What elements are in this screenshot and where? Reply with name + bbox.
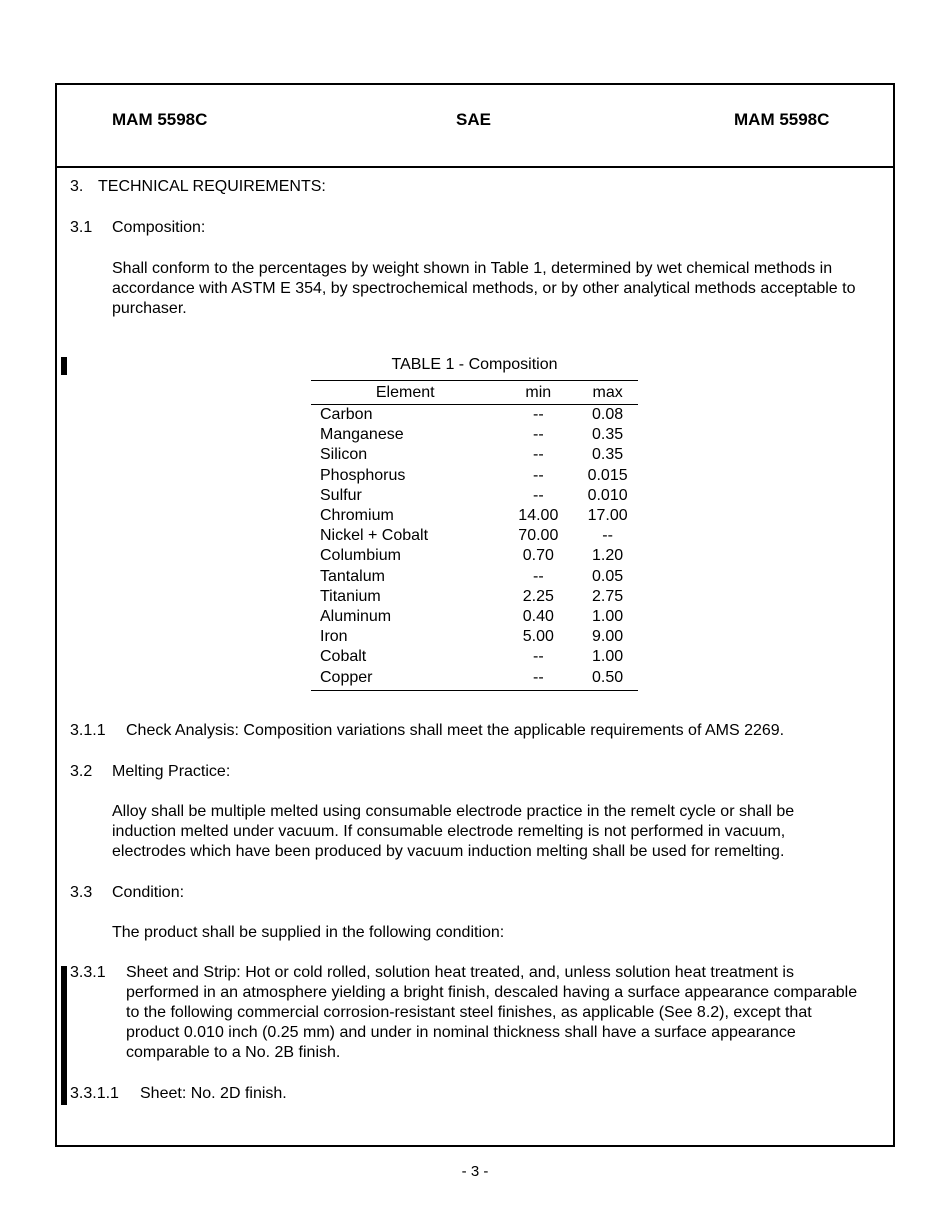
min-cell: --: [532, 406, 544, 424]
min-cell: --: [532, 648, 544, 666]
min-cell: 0.40: [522, 607, 554, 625]
table-row: [311, 425, 638, 445]
element-cell: Copper: [311, 667, 499, 690]
section-3-number: 3.: [70, 178, 84, 195]
table-row: [311, 405, 638, 426]
header-doc-id-right: MAM 5598C: [734, 110, 830, 129]
element-cell: Chromium: [320, 507, 394, 525]
change-bar: [61, 357, 67, 375]
min-cell: --: [532, 426, 544, 444]
max-cell: 0.08: [592, 406, 624, 424]
change-bar: [61, 966, 67, 1105]
table-row: [311, 667, 638, 690]
section-3-1-title: Composition:: [112, 219, 206, 236]
column-header-max: max: [577, 381, 638, 405]
element-cell: Cobalt: [320, 648, 367, 666]
max-cell: --: [602, 527, 613, 545]
element-cell: Phosphorus: [320, 466, 406, 484]
element-cell: Manganese: [320, 426, 404, 444]
header-divider: [55, 166, 895, 168]
table-row: [311, 466, 638, 486]
min-cell: --: [532, 446, 544, 464]
column-header-element: Element: [311, 381, 499, 405]
composition-table: [311, 380, 638, 691]
table-row: [311, 567, 638, 587]
section-3-1-number: 3.1: [70, 219, 93, 236]
table-row: [311, 486, 638, 506]
section-3-1-1-body: Check Analysis: Composition variations shall meet the applicable requirements of AMS 2269.: [126, 722, 785, 739]
section-3-2-title: Melting Practice:: [112, 763, 231, 780]
max-cell: 0.05: [592, 567, 624, 585]
max-cell: 0.35: [592, 426, 624, 444]
element-cell: Columbium: [320, 547, 401, 565]
min-cell: 0.70: [522, 547, 554, 565]
section-3-3-number: 3.3: [70, 884, 93, 901]
max-cell: 1.00: [592, 607, 624, 625]
table-row: [311, 587, 638, 607]
section-3-3-body: The product shall be supplied in the following condition:: [112, 924, 505, 941]
element-cell: Sulfur: [320, 486, 362, 504]
min-cell: --: [532, 466, 544, 484]
max-cell: 0.015: [587, 466, 628, 484]
section-3-2-body: Alloy shall be multiple melted using consumable electrode practice in the remelt cycle or shall be induction melted under vacuum. If consumable electrode remelting is not performed in vacuum, electrodes which have been produced by vacuum induction melting shall be used for remelting.: [112, 803, 795, 860]
max-cell: 1.20: [592, 547, 624, 565]
min-cell: --: [499, 667, 577, 690]
min-cell: 70.00: [518, 527, 559, 545]
table-row: [311, 546, 638, 566]
section-3-3-1-1-body: Sheet: No. 2D finish.: [140, 1085, 287, 1102]
element-cell: Tantalum: [320, 567, 385, 585]
min-cell: 2.25: [522, 587, 554, 605]
table-row: [311, 647, 638, 667]
min-cell: 5.00: [522, 628, 554, 646]
max-cell: 9.00: [592, 628, 624, 646]
max-cell: 1.00: [592, 648, 624, 666]
page-number: - 3 -: [461, 1163, 489, 1180]
min-cell: --: [532, 486, 544, 504]
min-cell: --: [532, 567, 544, 585]
column-header-min: min: [499, 381, 577, 405]
element-cell: Aluminum: [320, 607, 392, 625]
header-doc-id-left: MAM 5598C: [112, 110, 208, 129]
section-3-3-title: Condition:: [112, 884, 185, 901]
table-title: TABLE 1 - Composition: [391, 356, 558, 373]
table-header-row: [311, 381, 638, 405]
max-cell: 0.50: [577, 667, 638, 690]
max-cell: 0.35: [592, 446, 624, 464]
header-org: SAE: [456, 110, 491, 129]
element-cell: Nickel + Cobalt: [320, 527, 429, 545]
table-row: [311, 607, 638, 627]
section-3-3-1-body: Sheet and Strip: Hot or cold rolled, solution heat treated, and, unless solution heat treatment is performed in an atmosphere yielding a bright finish, descaled having a surface appearance comparable to the following commercial corrosion-resistant steel finishes, as applicable (See 8.2), except that product 0.010 inch (0.25 mm) and under in nominal thickness shall have a surface appearance comparable to a No. 2B finish.: [126, 964, 858, 1061]
element-cell: Silicon: [320, 446, 368, 464]
section-3-title: TECHNICAL REQUIREMENTS:: [98, 178, 326, 195]
table-row: [311, 445, 638, 465]
table-row: [311, 526, 638, 546]
table-row: [311, 627, 638, 647]
element-cell: Iron: [320, 628, 348, 646]
section-3-1-body: Shall conform to the percentages by weight shown in Table 1, determined by wet chemical methods in accordance with ASTM E 354, by spectrochemical methods, or by other analytical methods acceptable to purchaser.: [112, 260, 856, 317]
table-row: [311, 506, 638, 526]
max-cell: 2.75: [592, 587, 624, 605]
max-cell: 0.010: [587, 486, 628, 504]
section-3-1-1-number: 3.1.1: [70, 722, 106, 739]
section-3-3-1-number: 3.3.1: [70, 964, 106, 981]
element-cell: Titanium: [320, 587, 381, 605]
element-cell: Carbon: [320, 406, 373, 424]
section-3-3-1-1-number: 3.3.1.1: [70, 1085, 119, 1102]
min-cell: 14.00: [518, 507, 559, 525]
max-cell: 17.00: [587, 507, 628, 525]
section-3-2-number: 3.2: [70, 763, 93, 780]
